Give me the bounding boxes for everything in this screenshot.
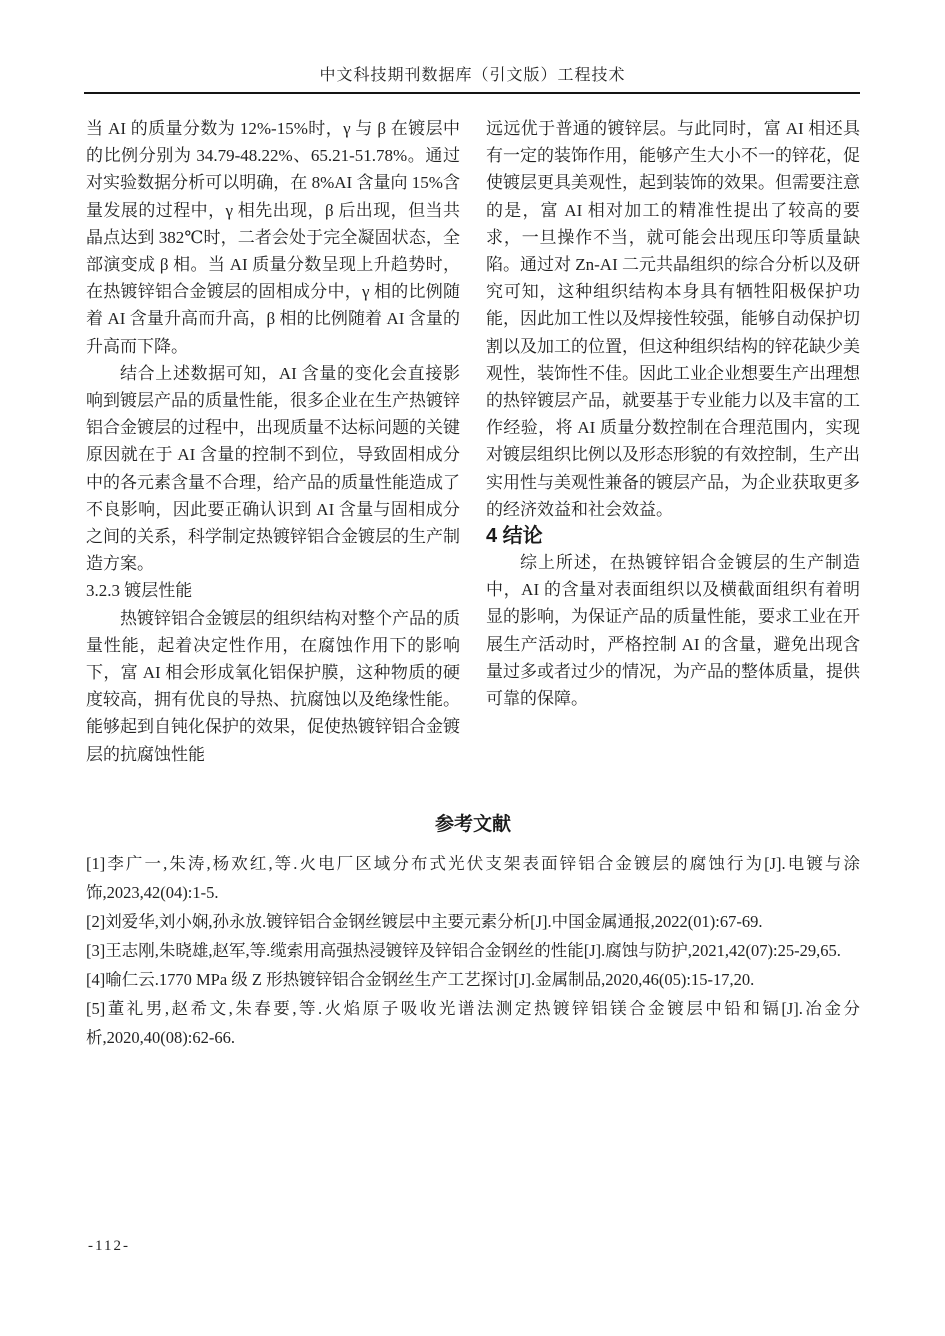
body-paragraph: 远远优于普通的镀锌层。与此同时，富 AI 相还具有一定的装饰作用，能够产生大小不一的锌花，促使镀层更具美观性，起到装饰的效果。但需要注意的是，富 AI 相对加工的精准性提出了较高的要求，一旦操作不当，就可能会出现压印等质量缺陷。通过对 Zn-AI 二元共晶组织的综合分析以及研究可知，这种组织结构本身具有牺牲阳极保护功能，因此加工性以及焊接性较强，能够自动保护切割以及加工的位置，但这种组织结构的锌花缺少美观性，装饰性不佳。因此工业企业想要生产出理想的热锌镀层产品，就要基于专业能力以及丰富的工作经验，将 AI 质量分数控制在合理范围内，实现对镀层组织比例以及形态形貌的有效控制，生产出实用性与美观性兼备的镀层产品，为企业获取更多的经济效益和社会效益。: [486, 119, 860, 519]
journal-header-title: 中文科技期刊数据库（引文版）工程技术: [319, 67, 626, 84]
reference-item: [4]喻仁云.1770 MPa 级 Z 形热镀锌铝合金钢丝生产工艺探讨[J].金属制品,2020,46(05):15-17,20.: [86, 969, 755, 989]
body-paragraph: 综上所述，在热镀锌铝合金镀层的生产制造中，AI 的含量对表面组织以及横截面组织有着明显的影响，为保证产品的质量性能，要求工业在开展生产活动时，严格控制 AI 的含量，避免出现含量过多或者过少的情况，为产品的整体质量，提供可靠的保障。: [486, 553, 860, 709]
references-section: [86, 809, 860, 1052]
reference-item: [5]董礼男,赵希文,朱春要,等.火焰原子吸收光谱法测定热镀锌铝镁合金镀层中铅和镉[J].冶金分析,2020,40(08):62-66.: [86, 998, 860, 1047]
section-heading-3-2-3: 3.2.3 镀层性能: [86, 581, 193, 601]
right-column: [486, 115, 860, 768]
left-column: [86, 115, 460, 768]
body-paragraph: 热镀锌铝合金镀层的组织结构对整个产品的质量性能，起着决定性作用，在腐蚀作用下的影响下，富 AI 相会形成氧化铝保护膜，这种物质的硬度较高，拥有优良的导热、抗腐蚀以及绝缘性能。能够起到自钝化保护的效果，促使热镀锌铝合金镀层的抗腐蚀性能: [86, 608, 460, 764]
references-heading: 参考文献: [434, 813, 511, 835]
header-divider-line: [84, 92, 860, 94]
body-paragraph: 结合上述数据可知，AI 含量的变化会直接影响到镀层产品的质量性能，很多企业在生产热镀锌铝合金镀层的过程中，出现质量不达标问题的关键原因就在于 AI 含量的控制不到位，导致固相成分中的各元素含量不合理，给产品的质量性能造成了不良影响，因此要正确认识到 AI 含量与固相成分之间的关系，科学制定热镀锌铝合金镀层的生产制造方案。: [86, 363, 460, 574]
reference-item: [3]王志刚,朱晓雄,赵军,等.缆索用高强热浸镀锌及锌铝合金钢丝的性能[J].腐蚀与防护,2021,42(07):25-29,65.: [86, 940, 841, 960]
reference-item: [1]李广一,朱涛,杨欢红,等.火电厂区域分布式光伏支架表面锌铝合金镀层的腐蚀行为[J].电镀与涂饰,2023,42(04):1-5.: [86, 853, 860, 902]
section-heading-conclusion: 4 结论: [486, 525, 543, 548]
page-number: -112-: [88, 1238, 130, 1254]
body-paragraph: 当 AI 的质量分数为 12%-15%时，γ 与 β 在镀层中的比例分别为 34.79-48.22%、65.21-51.78%。通过对实验数据分析可以明确，在 8%AI 含量向 15%含量发展的过程中，γ 相先出现，β 后出现，但当共晶点达到 382℃时，二者会处于完全凝固状态，全部演变成 β 相。当 AI 质量分数呈现上升趋势时，在热镀锌铝合金镀层的固相成分中，γ 相的比例随着 AI 含量升高而升高，β 相的比例随着 AI 含量的升高而下降。: [86, 119, 460, 356]
reference-item: [2]刘爱华,刘小娴,孙永放.镀锌铝合金钢丝镀层中主要元素分析[J].中国金属通报,2022(01):67-69.: [86, 911, 763, 931]
two-column-body: [86, 115, 860, 768]
